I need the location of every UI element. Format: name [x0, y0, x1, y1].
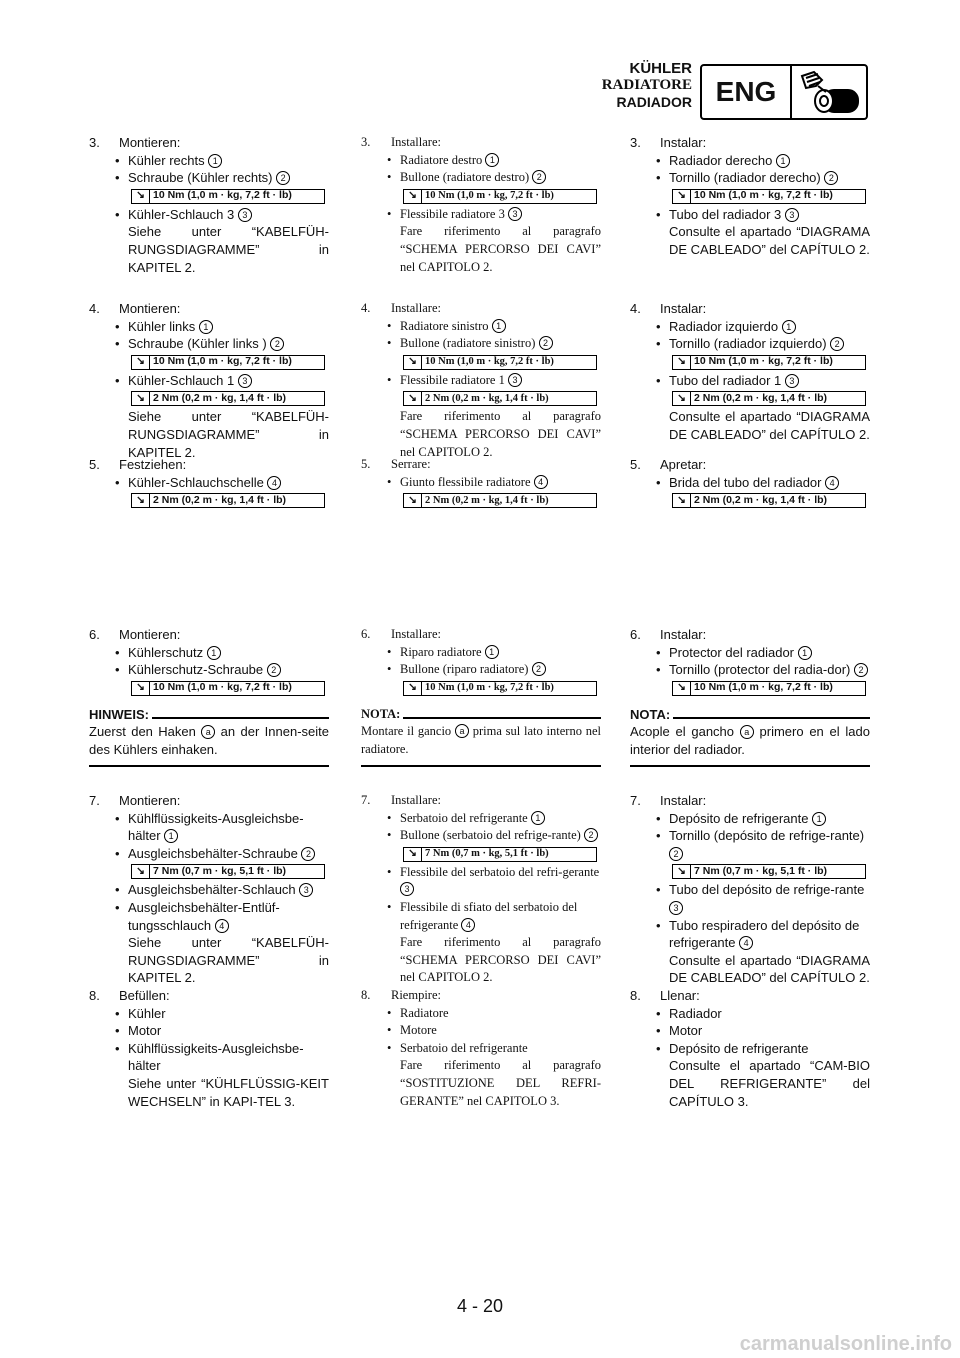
bullet-text: Tubo del depósito de refrige-rante	[669, 882, 865, 898]
bullet-text: Kühlflüssigkeits-Ausgleichsbe-hälter	[128, 1040, 304, 1074]
callout-marker: 1	[164, 829, 178, 843]
bullet-text: Bullone (radiatore sinistro)	[400, 336, 536, 351]
step-heading: Montieren:	[119, 627, 181, 642]
bullet-text: Motor	[128, 1023, 162, 1039]
es-step-5: 5. Apretar: • Brida del tubo del radiador 4 ↘ 2 Nm (0,2 m · kg, 1,4 ft · lb)	[630, 456, 870, 510]
torque-box	[131, 493, 325, 508]
wrench-icon: ↘	[404, 682, 422, 695]
callout-marker: 3	[508, 207, 522, 221]
wrench-icon: ↘	[404, 356, 422, 369]
torque-box	[403, 493, 597, 508]
it-step-7: 7. Installare: • Serbatoio del refrigerante 1 • Bullone (serbatoio del refrige-rante) 2 ↘ 7 Nm (0,7 m · kg, 5,1 ft · lb) • Flessibile del serbatoio del refri-gerante 3 • Flessibile di sfiato del serbatoio del refrigerante 4 Fare riferimento al paragrafo “SCHEMA PERCORSO DEI CAVI” nel CAPITOLO 2. 8. Riempire: • Radiatore • Motore • Serbatoio del refrigerante Fare riferimento al paragrafo “SOSTITUZIONE DEL REFRI-GERANTE” nel CAPITOLO 3.	[361, 792, 601, 1110]
step-heading: Installare:	[391, 627, 441, 641]
title-de: KÜHLER	[629, 60, 692, 77]
callout-marker: 4	[739, 936, 753, 950]
callout-marker: 1	[782, 320, 796, 334]
note-text: Acople el gancho	[630, 724, 735, 740]
it-step-5: 5. Serrare: • Giunto flessibile radiatore 4 ↘ 2 Nm (0,2 m · kg, 1,4 ft · lb)	[361, 456, 601, 510]
callout-marker: 3	[785, 374, 799, 388]
step-number: 6.	[89, 627, 100, 642]
bullet-text: Kühlerschutz-Schraube	[128, 662, 264, 678]
bullet-text: Flessibile di sfiato del serbatoio del refrigerante	[400, 899, 578, 932]
callout-marker: a	[201, 725, 215, 739]
de-step-6: 6. Montieren: • Kühlerschutz 1 • Kühlerschutz-Schraube 2 ↘ 10 Nm (1,0 m · kg, 7,2 ft · lb) HINWEIS: Zuerst den Haken a an der Innen-seite des Kühlers einhaken.	[89, 626, 329, 767]
bullet-text: Tornillo (radiador izquierdo)	[669, 336, 827, 352]
callout-marker: 2	[539, 336, 553, 350]
de-step-3: 3. Montieren: • Kühler rechts 1 • Schraube (Kühler rechts) 2 ↘ 10 Nm (1,0 m · kg, 7,2 ft · lb) • Kühler-Schlauch 3 3 Siehe unter “KABELFÜH-RUNGSDIAGRAMME” in KAPITEL 2.	[89, 135, 329, 275]
callout-marker: 2	[854, 663, 868, 677]
note-text: Zuerst den Haken	[89, 724, 196, 740]
torque-value: 10 Nm (1,0 m · kg, 7,2 ft · lb)	[425, 356, 554, 368]
it-step-6: 6. Installare: • Riparo radiatore 1 • Bullone (riparo radiatore) 2 ↘ 10 Nm (1,0 m · kg, 7,2 ft · lb) NOTA: Montare il gancio a prima sul lato interno nel radiatore.	[361, 626, 601, 767]
callout-marker: 1	[199, 320, 213, 334]
torque-value: 10 Nm (1,0 m · kg, 7,2 ft · lb)	[694, 681, 833, 694]
torque-box	[403, 847, 597, 862]
torque-box	[672, 355, 866, 370]
de-step-7: 7. Montieren: • Kühlflüssigkeits-Ausgleichsbe-hälter 1 • Ausgleichsbehälter-Schraube 2 ↘ 7 Nm (0,7 m · kg, 5,1 ft · lb) • Ausgleichsbehälter-Schlauch 3 • Ausgleichsbehälter-Entlüf-tungsschlauch 4 Siehe unter “KABELFÜH-RUNGSDIAGRAMME” in KAPITEL 2. 8. Befüllen: • Kühler • Motor • Kühlflüssigkeits-Ausgleichsbe-hälter Siehe unter “KÜHLFLÜSSIG-KEIT WECHSELN” in KAPI-TEL 3.	[89, 793, 329, 1109]
torque-value: 7 Nm (0,7 m · kg, 5,1 ft · lb)	[153, 865, 287, 878]
step-heading: Installare:	[391, 135, 441, 149]
step-heading: Serrare:	[391, 457, 431, 471]
bullet-text: Flessibile radiatore 1	[400, 372, 505, 387]
wrench-icon: ↘	[404, 848, 422, 861]
wrench-icon: ↘	[404, 190, 422, 203]
step-number: 7.	[630, 793, 641, 808]
torque-box	[131, 355, 325, 370]
callout-marker: 2	[276, 171, 290, 185]
callout-marker: 2	[532, 662, 546, 676]
torque-box	[131, 864, 325, 879]
step-number: 5.	[630, 457, 641, 472]
de-step-4: 4. Montieren: • Kühler links 1 • Schraube (Kühler links ) 2 ↘ 10 Nm (1,0 m · kg, 7,2 ft · lb) • Kühler-Schlauch 1 3 ↘ 2 Nm (0,2 m · kg, 1,4 ft · lb) Siehe unter “KABELFÜH-RUNGSDIAGRAMME” in KAPITEL 2.	[89, 301, 329, 460]
torque-box	[672, 493, 866, 508]
callout-marker: 2	[532, 170, 546, 184]
bullet-text: Protector del radiador	[669, 644, 795, 660]
step-number: 3.	[630, 135, 641, 150]
torque-value: 10 Nm (1,0 m · kg, 7,2 ft · lb)	[153, 189, 292, 202]
step-number: 8.	[361, 987, 371, 1002]
torque-value: 2 Nm (0,2 m · kg, 1,4 ft · lb)	[694, 493, 828, 506]
torque-value: 10 Nm (1,0 m · kg, 7,2 ft · lb)	[153, 681, 292, 694]
step-number: 4.	[89, 301, 100, 316]
reference-text: Siehe unter “KABELFÜH-RUNGSDIAGRAMME” in KAPITEL 2.	[128, 224, 329, 275]
bullet-text: Ausgleichsbehälter-Schraube	[128, 845, 298, 861]
bullet-text: Kühler	[128, 1005, 166, 1021]
bullet-text: Kühlerschutz	[128, 644, 204, 660]
bullet-text: Radiatore	[400, 1005, 449, 1020]
bullet-text: Bullone (serbatoio del refrige-rante)	[400, 828, 581, 843]
note-header	[630, 706, 870, 724]
step-heading: Riempire:	[391, 987, 441, 1002]
callout-marker: 3	[299, 883, 313, 897]
bullet-text: Kühler-Schlauch 1	[128, 372, 235, 388]
bullet-text: Radiatore sinistro	[400, 318, 489, 333]
step-number: 5.	[89, 457, 100, 472]
torque-value: 2 Nm (0,2 m · kg, 1,4 ft · lb)	[425, 393, 549, 405]
wrench-icon: ↘	[132, 356, 150, 369]
torque-box	[131, 681, 325, 696]
step-number: 7.	[361, 793, 371, 807]
section-code: ENG	[702, 66, 792, 118]
bullet-text: Radiatore destro	[400, 152, 483, 167]
step-heading: Installare:	[391, 793, 441, 807]
note-text: prima sul lato interno nel radiatore.	[361, 724, 602, 756]
es-step-3: 3. Instalar: • Radiador derecho 1 • Tornillo (radiador derecho) 2 ↘ 10 Nm (1,0 m · kg, 7,2 ft · lb) • Tubo del radiador 3 3 Consulte el apartado “DIAGRAMA DE CABLEADO” del CAPÍTULO 2.	[630, 135, 870, 257]
step-heading: Montieren:	[119, 301, 181, 316]
callout-marker: 4	[215, 919, 229, 933]
callout-marker: 1	[776, 154, 790, 168]
bullet-text: Kühler-Schlauch 3	[128, 206, 235, 222]
reference-text: Siehe unter “KÜHLFLÜSSIG-KEIT WECHSELN” in KAPI-TEL 3.	[128, 1075, 329, 1109]
bullet-text: Radiador	[669, 1005, 722, 1021]
bullet-text: Tornillo (protector del radia-dor)	[669, 662, 851, 678]
callout-marker: 1	[485, 645, 499, 659]
step-heading: Instalar:	[660, 301, 707, 316]
step-heading: Festziehen:	[119, 457, 187, 472]
torque-value: 10 Nm (1,0 m · kg, 7,2 ft · lb)	[694, 355, 833, 368]
es-step-7: 7. Instalar: • Depósito de refrigerante 1 • Tornillo (depósito de refrige-rante) 2 ↘ 7 Nm (0,7 m · kg, 5,1 ft · lb) • Tubo del depósito de refrige-rante 3 • Tubo respiradero del depósito de refrigerante 4 Consulte el apartado “DIAGRAMA DE CABLEADO” del CAPÍTULO 2. 8. Llenar: • Radiador • Motor • Depósito de refrigerante Consulte el apartado “CAM-BIO DEL REFRIGERANTE” del CAPÍTULO 3.	[630, 793, 870, 1109]
step-number: 3.	[89, 135, 100, 150]
callout-marker: 1	[208, 154, 222, 168]
step-heading: Llenar:	[660, 987, 700, 1003]
bullet-text: Tubo respiradero del depósito de refrigerante	[669, 917, 860, 951]
bullet-text: Kühler links	[128, 318, 196, 334]
callout-marker: 2	[824, 171, 838, 185]
callout-marker: a	[740, 725, 754, 739]
bullet-text: Flessibile radiatore 3	[400, 206, 505, 221]
step-heading: Instalar:	[660, 135, 707, 150]
bullet-text: Bullone (radiatore destro)	[400, 170, 530, 185]
step-heading: Apretar:	[660, 457, 707, 472]
wrench-icon: ↘	[673, 494, 691, 507]
bullet-text: Depósito de refrigerante	[669, 810, 809, 826]
torque-value: 10 Nm (1,0 m · kg, 7,2 ft · lb)	[153, 355, 292, 368]
bullet-text: Schraube (Kühler rechts)	[128, 170, 273, 186]
callout-marker: 4	[267, 476, 281, 490]
wrench-icon: ↘	[673, 190, 691, 203]
step-heading: Befüllen:	[119, 987, 170, 1003]
callout-marker: 2	[301, 847, 315, 861]
wrench-icon: ↘	[404, 392, 422, 405]
torque-box	[403, 189, 597, 204]
bullet-text: Ausgleichsbehälter-Entlüf-tungsschlauch	[128, 899, 280, 933]
bullet-text: Schraube (Kühler links )	[128, 336, 267, 352]
reference-text: Fare riferimento al paragrafo “SOSTITUZIONE DEL REFRI-GERANTE” nel CAPITOLO 3.	[400, 1058, 601, 1108]
wrench-icon: ↘	[132, 494, 150, 507]
reference-text: Consulte el apartado “DIAGRAMA DE CABLEADO” del CAPÍTULO 2.	[669, 224, 870, 257]
torque-box	[403, 355, 597, 370]
bullet-text: Ausgleichsbehälter-Schlauch	[128, 882, 296, 898]
callout-marker: 1	[812, 812, 826, 826]
bullet-text: Radiador derecho	[669, 152, 773, 168]
note-body	[361, 723, 601, 766]
torque-value: 10 Nm (1,0 m · kg, 7,2 ft · lb)	[425, 682, 554, 694]
torque-box	[672, 189, 866, 204]
engine-icon	[792, 66, 866, 118]
torque-value: 2 Nm (0,2 m · kg, 1,4 ft · lb)	[153, 493, 287, 506]
bullet-text: Tornillo (depósito de refrige-rante)	[669, 828, 865, 844]
torque-box	[403, 681, 597, 696]
step-heading: Montieren:	[119, 135, 181, 150]
callout-marker: 2	[270, 337, 284, 351]
note-label: NOTA:	[630, 706, 671, 722]
step-number: 8.	[89, 987, 100, 1003]
wrench-icon: ↘	[673, 865, 691, 878]
bullet-text: Brida del tubo del radiador	[669, 474, 822, 490]
torque-value: 7 Nm (0,7 m · kg, 5,1 ft · lb)	[694, 865, 828, 878]
wrench-icon: ↘	[673, 682, 691, 695]
torque-box	[131, 189, 325, 204]
step-number: 3.	[361, 135, 371, 149]
torque-value: 10 Nm (1,0 m · kg, 7,2 ft · lb)	[694, 189, 833, 202]
step-number: 5.	[361, 457, 371, 471]
callout-marker: 3	[508, 373, 522, 387]
torque-box	[672, 391, 866, 406]
title-it: RADIATORE	[601, 77, 692, 93]
note-text: primero en el lado interior del radiador.	[630, 724, 870, 757]
wrench-icon: ↘	[132, 865, 150, 878]
step-number: 4.	[630, 301, 641, 316]
bullet-text: Kühler rechts	[128, 152, 205, 168]
torque-value: 2 Nm (0,2 m · kg, 1,4 ft · lb)	[153, 392, 287, 405]
section-badge	[700, 64, 868, 120]
wrench-icon: ↘	[404, 494, 422, 507]
header-titles	[602, 60, 692, 111]
callout-marker: 1	[531, 811, 545, 825]
callout-marker: 4	[825, 476, 839, 490]
callout-marker: 3	[400, 882, 414, 896]
torque-box	[672, 864, 866, 879]
bullet-text: Motor	[669, 1023, 703, 1039]
note-label: NOTA:	[361, 706, 401, 721]
reference-text: Fare riferimento al paragrafo “SCHEMA PERCORSO DEI CAVI” nel CAPITOLO 2.	[400, 409, 601, 459]
step-heading: Instalar:	[660, 793, 707, 808]
watermark: carmanualsonline.info	[739, 1333, 952, 1355]
callout-marker: 1	[485, 153, 499, 167]
bullet-text: Kühlflüssigkeits-Ausgleichsbe-hälter	[128, 810, 304, 844]
bullet-text: Tubo del radiador 1	[669, 372, 782, 388]
reference-text: Consulte el apartado “CAM-BIO DEL REFRIGERANTE” del CAPÍTULO 3.	[669, 1058, 870, 1109]
wrench-icon: ↘	[132, 682, 150, 695]
torque-value: 2 Nm (0,2 m · kg, 1,4 ft · lb)	[694, 392, 828, 405]
wrench-icon: ↘	[132, 190, 150, 203]
callout-marker: 1	[207, 646, 221, 660]
torque-value: 10 Nm (1,0 m · kg, 7,2 ft · lb)	[425, 190, 554, 202]
bullet-text: Serbatoio del refrigerante	[400, 810, 528, 825]
step-number: 6.	[361, 627, 371, 641]
reference-text: Siehe unter “KABELFÜH-RUNGSDIAGRAMME” in KAPITEL 2.	[128, 935, 329, 986]
bullet-text: Radiador izquierdo	[669, 318, 779, 334]
step-number: 4.	[361, 301, 371, 315]
page-number: 4 - 20	[456, 1296, 504, 1316]
callout-marker: 3	[785, 208, 799, 222]
it-step-4: 4. Installare: • Radiatore sinistro 1 • Bullone (radiatore sinistro) 2 ↘ 10 Nm (1,0 m · kg, 7,2 ft · lb) • Flessibile radiatore 1 3 ↘ 2 Nm (0,2 m · kg, 1,4 ft · lb) Fare riferimento al paragrafo “SCHEMA PERCORSO DEI CAVI” nel CAPITOLO 2.	[361, 300, 601, 461]
de-step-5: 5. Festziehen: • Kühler-Schlauchschelle 4 ↘ 2 Nm (0,2 m · kg, 1,4 ft · lb)	[89, 456, 329, 510]
step-number: 6.	[630, 627, 641, 642]
torque-box	[131, 391, 325, 406]
bullet-text: Bullone (riparo radiatore)	[400, 662, 529, 677]
reference-text: Fare riferimento al paragrafo “SCHEMA PERCORSO DEI CAVI” nel CAPITOLO 2.	[400, 935, 601, 985]
callout-marker: 3	[669, 901, 683, 915]
callout-marker: 1	[492, 319, 506, 333]
es-step-6: 6. Instalar: • Protector del radiador 1 • Tornillo (protector del radia-dor) 2 ↘ 10 Nm (1,0 m · kg, 7,2 ft · lb) NOTA: Acople el gancho a primero en el lado interior del radiador.	[630, 626, 870, 767]
bullet-text: Tubo del radiador 3	[669, 206, 782, 222]
callout-marker: 3	[238, 374, 252, 388]
torque-box	[672, 681, 866, 696]
torque-value: 7 Nm (0,7 m · kg, 5,1 ft · lb)	[425, 848, 549, 860]
step-heading: Instalar:	[660, 627, 707, 642]
step-number: 8.	[630, 987, 641, 1003]
torque-value: 2 Nm (0,2 m · kg, 1,4 ft · lb)	[425, 494, 549, 506]
callout-marker: 3	[238, 208, 252, 222]
callout-marker: 2	[267, 663, 281, 677]
callout-marker: 4	[534, 475, 548, 489]
note-body	[89, 723, 329, 766]
bullet-text: Serbatoio del refrigerante	[400, 1040, 528, 1055]
step-number: 7.	[89, 793, 100, 808]
title-es: RADIADOR	[616, 94, 692, 110]
note-header	[361, 706, 601, 724]
reference-text: Siehe unter “KABELFÜH-RUNGSDIAGRAMME” in KAPITEL 2.	[128, 409, 329, 460]
bullet-text: Riparo radiatore	[400, 644, 482, 659]
es-step-4: 4. Instalar: • Radiador izquierdo 1 • Tornillo (radiador izquierdo) 2 ↘ 10 Nm (1,0 m · kg, 7,2 ft · lb) • Tubo del radiador 1 3 ↘ 2 Nm (0,2 m · kg, 1,4 ft · lb) Consulte el apartado “DIAGRAMA DE CABLEADO” del CAPÍTULO 2.	[630, 301, 870, 442]
reference-text: Fare riferimento al paragrafo “SCHEMA PERCORSO DEI CAVI” nel CAPITOLO 2.	[400, 224, 601, 274]
callout-marker: 2	[584, 828, 598, 842]
step-heading: Installare:	[391, 301, 441, 315]
wrench-icon: ↘	[132, 392, 150, 405]
step-heading: Montieren:	[119, 793, 181, 808]
bullet-text: Giunto flessibile radiatore	[400, 474, 531, 489]
bullet-text: Tornillo (radiador derecho)	[669, 170, 821, 186]
callout-marker: 4	[461, 918, 475, 932]
reference-text: Consulte el apartado “DIAGRAMA DE CABLEADO” del CAPÍTULO 2.	[669, 952, 870, 986]
callout-marker: 1	[798, 646, 812, 660]
callout-marker: 2	[669, 847, 683, 861]
wrench-icon: ↘	[673, 356, 691, 369]
it-step-3: 3. Installare: • Radiatore destro 1 • Bullone (radiatore destro) 2 ↘ 10 Nm (1,0 m · kg, 7,2 ft · lb) • Flessibile radiatore 3 3 Fare riferimento al paragrafo “SCHEMA PERCORSO DEI CAVI” nel CAPITOLO 2.	[361, 134, 601, 276]
torque-box	[403, 391, 597, 406]
note-body	[630, 723, 870, 766]
callout-marker: a	[455, 724, 469, 738]
note-text: an der Innen-seite des Kühlers einhaken.	[89, 724, 329, 757]
bullet-text: Motore	[400, 1023, 437, 1038]
bullet-text: Flessibile del serbatoio del refri-gerante	[400, 864, 600, 879]
note-label: HINWEIS:	[89, 706, 149, 722]
callout-marker: 2	[830, 337, 844, 351]
reference-text: Consulte el apartado “DIAGRAMA DE CABLEADO” del CAPÍTULO 2.	[669, 409, 870, 442]
bullet-text: Depósito de refrigerante	[669, 1040, 809, 1056]
note-text: Montare il gancio	[361, 724, 452, 739]
note-header	[89, 706, 329, 724]
wrench-icon: ↘	[673, 392, 691, 405]
bullet-text: Kühler-Schlauchschelle	[128, 474, 264, 490]
